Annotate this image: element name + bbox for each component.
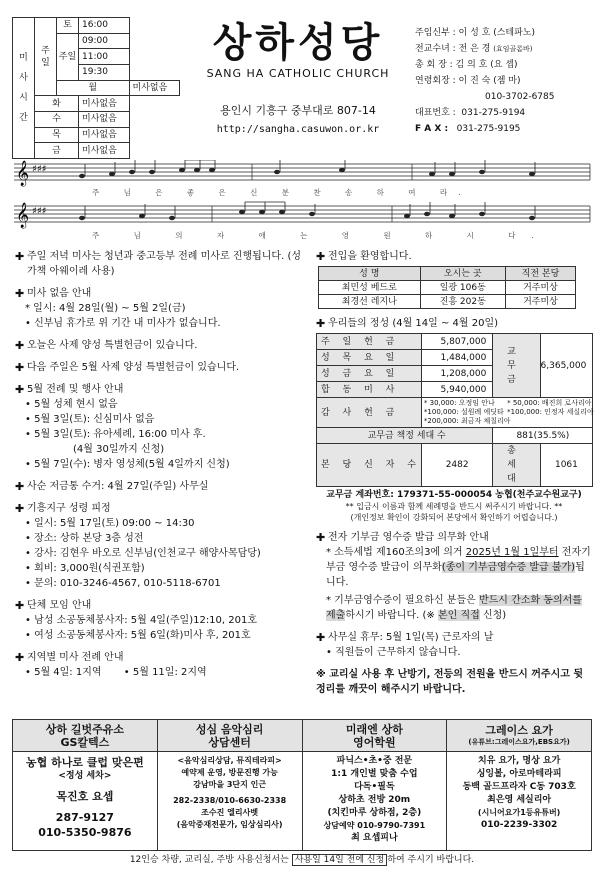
church-title (186, 20, 410, 135)
funeral-head: 연령회장 : 이 진 숙 (젬 마) (415, 76, 521, 86)
cross-icon: ✚ (15, 339, 25, 352)
donation-list: * 30,000: 오정임 안나 * 50,000: 배진희 로사리아 *100,000: 설원례 에딧타 *100,000: 인정자 세실리아 *200,000: 최금자 체칠리아 (421, 398, 592, 428)
office-closed-section: ✚ 사무실 휴무: 5월 1일(목) 근로자의 날 • 직원들이 근무하지 않습니다. (316, 631, 494, 658)
notice-retreat: ✚ 기흥지구 성령 피정 • 일시: 5월 17일(토) 09:00 ~ 14:30 • 장소: 상하 본당 3층 성전 • 강사: 김현우 바오로 신부님(인천교구 해양사목담당) • 회비: 3,000원(식권포함) • 문의: 010-3246-4567, 010-5118-6701 (15, 502, 261, 589)
mass-time: 09:00 (79, 33, 130, 49)
day-sun: 주일 (57, 33, 79, 80)
notice-may-liturgy: ✚ 5월 전례 및 행사 안내 • 5월 성체 현시 없음 • 5월 3일(토): 신심미사 없음 • 5월 3일(토): 유아세례, 16:00 미사 후. (4월 30일까지 신청) • 5월 7일(수): 병자 영성체(5월 4일까지 신청) (15, 383, 230, 470)
cross-icon: ✚ (15, 250, 25, 263)
welcome-section: ✚ 전입을 환영합니다. 성 명 오시는 곳 직전 본당 최민성 베드로 일광 106동 거주미상 최경선 레지나 진흥 202동 거주미상 (316, 249, 592, 309)
left-column (15, 249, 307, 687)
cross-icon: ✚ (15, 287, 25, 300)
president: 총 회 장 : 김 의 호 (요 셉) (415, 60, 518, 70)
mass-time: 19:30 (79, 64, 130, 80)
cross-icon: ✚ (15, 361, 25, 374)
cross-icon: ✚ (15, 502, 25, 515)
sister: 전교수녀 : 전 은 경 (효임골롬바) (415, 44, 533, 54)
sharp-icon: ♯♯♯ (32, 206, 47, 217)
main-phone: 대표번호 : 031-275-9194 (415, 108, 526, 118)
caution-note: ※ 교리실 사용 후 난방기, 전등의 전원을 반드시 꺼주시고 뒷정리를 깨끗이 해주시기 바랍니다. (316, 669, 584, 695)
mass-note: 미사없음 (79, 111, 130, 127)
table-row: 최경선 레지나 진흥 202동 거주미상 (319, 295, 576, 309)
notice-collection-today: ✚ 오늘은 사제 양성 특별헌금이 있습니다. (15, 339, 198, 352)
church-url[interactable]: http://sangha.casuwon.or.kr (216, 124, 380, 135)
treble-clef-icon: 𝄞 (16, 203, 30, 228)
mass-time: 11:00 (79, 49, 130, 65)
notice-lent-box: ✚ 사순 저금통 수거: 4월 27일(주일) 사무실 (15, 480, 209, 493)
mass-schedule-table (12, 17, 180, 159)
cross-icon: ✚ (316, 250, 326, 263)
lyrics-line-2: 주 님 의 자 애 는 영 원 하 시 다. (92, 231, 550, 240)
lyrics-line-1: 주 님 은 좋 은 신 분 찬 송 하 여 라. (92, 188, 472, 197)
cross-icon: ✚ (15, 383, 25, 396)
day-sat: 토 (57, 18, 79, 34)
right-column (316, 249, 592, 697)
receipt-section: ✚ 전자 기부금 영수증 발급 의무화 안내 * 소득세법 제160조의3에 의거 2025년 1월 1일부터 전자기부금 영수증 발급이 의무화(종이 기부금영수증 발급 불가)됩니다. * 기부금영수증이 필요하신 분들은 반드시 간소화 동의서를 제출하시기 바랍니다. (※ 본인 직접 신청) (316, 531, 591, 621)
cross-icon: ✚ (15, 599, 25, 612)
notice-no-mass: ✚ 미사 없음 안내 * 일시: 4월 28일(월) ~ 5월 2일(금) • 신부님 휴가로 위 기간 내 미사가 없습니다. (15, 287, 221, 329)
cross-icon: ✚ (316, 317, 326, 330)
cross-icon: ✚ (316, 531, 326, 544)
sharp-icon: ♯♯♯ (32, 164, 47, 175)
day-thu: 목 (35, 127, 79, 143)
mass-note: 미사없음 (79, 143, 130, 159)
ad-gas-station: 상하 길벗주유소 GS칼텍스 농협 하나로 클럽 맞은편 <정성 세차> 목진호 요셉 287-9127 010-5350-9876 (13, 720, 158, 850)
church-logo: 상하성당 (212, 20, 384, 66)
sunday-label: 주 일 (35, 18, 57, 96)
day-wed: 수 (35, 111, 79, 127)
fax: F A X : 031-275-9195 (415, 124, 521, 134)
church-english-name: SANG HA CATHOLIC CHURCH (206, 67, 390, 80)
church-address: 용인시 기흥구 중부대로 807-14 (220, 104, 376, 117)
ad-yoga: 그레이스 요가 (유튜브:그레이스요가,EBS요가) 치유 요가, 명상 요가 싱잉볼, 아로마테라피 동백 골드프라자 C동 703호 최은영 세실리아 (시니어요가1등유튜버) 010-2239-3302 (447, 720, 591, 850)
church-staff-info (415, 25, 595, 137)
day-fri: 금 (35, 143, 79, 159)
pastor: 주임신부 : 이 성 호 (스테파노) (415, 28, 535, 38)
ad-english-academy: 미래엔 상하 영어학원 파닉스•초•중 전문 1:1 개인별 맞춤 수업 다독•필독 상하초 전방 20m (치킨마루 상하점, 2층) 상담예약 010-9790-7391 최 요셉피나 (303, 720, 448, 850)
notice-regional-mass: ✚ 지역별 미사 전례 안내 • 5월 4일: 1지역 • 5월 11일: 2지역 (15, 651, 207, 678)
notice-group-meeting: ✚ 단체 모임 안내 • 남성 소공동체봉사자: 5월 4일(주일)12:10, 201호 • 여성 소공동체봉사자: 5월 6일(화)미사 후, 201호 (15, 599, 258, 641)
footer-note: 12인승 차량, 교리실, 주방 사용신청서는 사용일 14일 전에 신청 하여 주시기 바랍니다. (129, 855, 475, 865)
ad-music-therapy: 성심 음악심리 상담센터 <음악심리상담, 뮤직테라피> 예약제 운영, 방문진행 가능 강남마을 3단지 인근 282-2338/010-6630-2338 조수진 엘리사벳 (음악중재전문가, 임상심리사) (158, 720, 303, 850)
funeral-phone: 010-3702-6785 (485, 92, 555, 102)
day-tue: 화 (35, 96, 79, 112)
music-score (12, 160, 592, 244)
notice-collection-next: ✚ 다음 주일은 5월 사제 양성 특별헌금이 있습니다. (15, 361, 240, 374)
mass-note: 미사없음 (79, 96, 130, 112)
cross-icon: ✚ (316, 631, 326, 644)
offering-section: ✚ 우리들의 정성 (4월 14일 ~ 4월 20일) 주 일 헌 금 5,807,000 교 무 금 6,365,000 성 목 요 일 1,484,000 성 금 요 일 1,208,000 합 동 미 사 5,940,000 감 사 헌 금 * 30,000: 오정임 안나 * 50,000: 배진희 로사리아 *100,000: 설원례 에딧타 *100,000: 인정자 세실리아 *200,000: 최금자 체칠리아 교무금 책정 세대 수 881(35.5%) 본 당 신 자 수 2482 총 세 대 1061 교무금 계좌번호: 179371-55-000054 농협(천주교수원교구) ** 입금시 이름과 함께 세례명을 반드시 써주시기 바랍니다. ** (개인정보 확인이 강화되어 본당에서 확인하기 어렵습니다.) (316, 317, 594, 522)
mass-note: 미사없음 (129, 80, 180, 96)
table-row: 최민성 베드로 일광 106동 거주미상 (319, 281, 576, 295)
offering-table: 주 일 헌 금 5,807,000 교 무 금 6,365,000 성 목 요 일 1,484,000 성 금 요 일 1,208,000 합 동 미 사 5,940,000 감 사 헌 금 * 30,000: 오정임 안나 * 50,000: 배진희 로사리아 *100,000: 설원례 에딧타 *100,000: 인정자 세실리아 *200,000: 최금자 체칠리아 교무금 책정 세대 수 881(35.5%) 본 당 신 자 수 2482 총 세 대 1061 (316, 333, 593, 487)
cross-icon: ✚ (15, 651, 25, 664)
mass-note: 미사없음 (79, 127, 130, 143)
mass-time-label: 미 사 시 간 (13, 18, 35, 159)
notice-youth-mass: ✚ 주일 저녁 미사는 청년과 중고등부 전례 미사로 진행됩니다. (성가책 아웨이레 사용) (15, 250, 302, 277)
mass-time: 16:00 (79, 18, 130, 34)
day-mon: 월 (57, 80, 130, 96)
ads-banner (12, 719, 592, 851)
treble-clef-icon: 𝄞 (16, 161, 30, 186)
account-note: 교무금 계좌번호: 179371-55-000054 농협(천주교수원교구) ** 입금시 이름과 함께 세례명을 반드시 써주시기 바랍니다. ** (개인정보 확인이 강화되어 본당에서 확인하기 어렵습니다.) (326, 490, 582, 522)
cross-icon: ✚ (15, 480, 25, 493)
welcome-table: 성 명 오시는 곳 직전 본당 최민성 베드로 일광 106동 거주미상 최경선 레지나 진흥 202동 거주미상 (318, 266, 576, 309)
